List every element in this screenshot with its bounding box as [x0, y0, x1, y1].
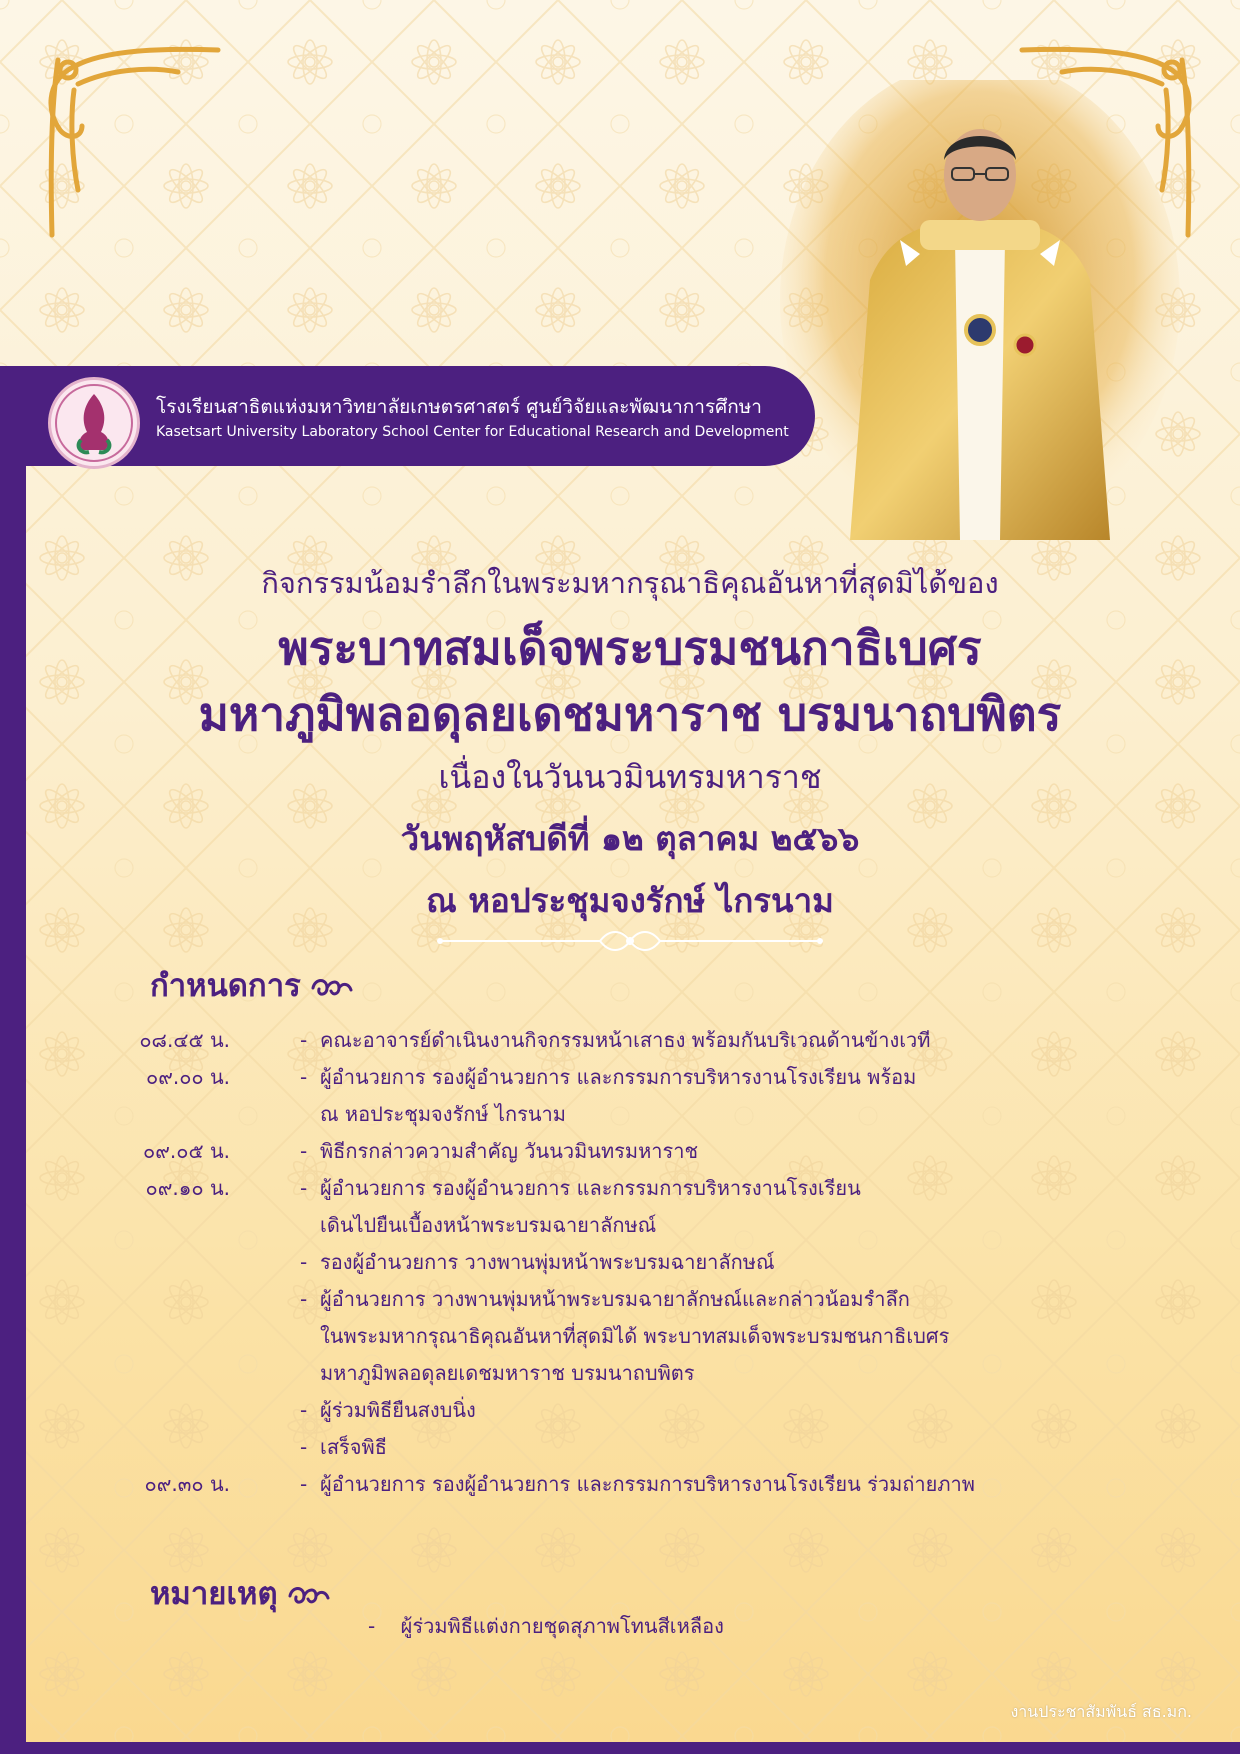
- schedule-dash: -: [300, 1065, 308, 1089]
- schedule-row: [120, 1466, 1120, 1503]
- left-purple-border: [0, 370, 26, 1754]
- school-name-english: Kasetsart University Laboratory School Center for Educational Research and Development: [156, 424, 789, 440]
- schedule-item: [300, 1059, 1120, 1096]
- schedule-description: คณะอาจารย์ดำเนินงานกิจกรรมหน้าเสาธง พร้อมกันบริเวณด้านข้างเวที: [320, 1028, 931, 1052]
- schedule-heading-label: กำหนดการ: [150, 968, 301, 1004]
- event-venue: ณ หอประชุมจงรักษ์ ไกรนาม: [426, 881, 834, 920]
- schedule-list: [120, 1022, 1120, 1503]
- schedule-dash: -: [300, 1398, 308, 1422]
- schedule-row-continuation: [120, 1207, 1120, 1244]
- schedule-item: [300, 1429, 1120, 1466]
- schedule-item: [300, 1466, 1120, 1503]
- schedule-row: [120, 1244, 1120, 1281]
- thai-swirl-icon: [286, 1578, 330, 1614]
- schedule-description: ผู้อำนวยการ รองผู้อำนวยการ และกรรมการบริหารงานโรงเรียน ร่วมถ่ายภาพ: [320, 1472, 975, 1496]
- schedule-row: [120, 1170, 1120, 1207]
- schedule-description: ผู้อำนวยการ รองผู้อำนวยการ และกรรมการบริหารงานโรงเรียน พร้อม: [320, 1065, 917, 1089]
- schedule-time: [120, 1429, 300, 1466]
- note-heading: [150, 1568, 330, 1618]
- note-item: [368, 1610, 724, 1642]
- schedule-item: [300, 1022, 1120, 1059]
- schedule-description: ณ หอประชุมจงรักษ์ ไกรนาม: [320, 1102, 566, 1126]
- gold-corner-ornament-left: [38, 40, 228, 240]
- schedule-row: [120, 1281, 1120, 1318]
- schedule-dash: -: [300, 1250, 308, 1274]
- ornamental-divider: [430, 926, 830, 956]
- schedule-time: ๐๙.๐๐ น.: [145, 1065, 230, 1089]
- schedule-time: [120, 1281, 300, 1318]
- schedule-description: เดินไปยืนเบื้องหน้าพระบรมฉายาลักษณ์: [320, 1213, 657, 1237]
- schedule-description: ผู้อำนวยการ วางพานพุ่มหน้าพระบรมฉายาลักษณ์และกล่าวน้อมรำลึก: [320, 1287, 910, 1311]
- footer-credit: งานประชาสัมพันธ์ สธ.มก.: [1010, 1702, 1192, 1721]
- note-heading-label: หมายเหตุ: [150, 1576, 278, 1612]
- title-main-line-1: พระบาทสมเด็จพระบรมชนกาธิเบศร: [278, 621, 982, 675]
- schedule-item: [300, 1244, 1120, 1281]
- schedule-row: [120, 1429, 1120, 1466]
- schedule-time: [120, 1392, 300, 1429]
- schedule-description: ผู้ร่วมพิธียืนสงบนิ่ง: [320, 1398, 476, 1422]
- schedule-time: [120, 1355, 300, 1392]
- schedule-dash: -: [300, 1028, 308, 1052]
- schedule-item: [300, 1281, 1120, 1318]
- royal-portrait-image: [780, 80, 1180, 540]
- school-logo: [48, 377, 140, 469]
- schedule-dash: -: [300, 1472, 308, 1496]
- schedule-row: [120, 1059, 1120, 1096]
- schedule-item: [300, 1170, 1120, 1207]
- schedule-description: ในพระมหากรุณาธิคุณอันหาที่สุดมิได้ พระบาทสมเด็จพระบรมชนกาธิเบศร: [320, 1324, 950, 1348]
- note-text: ผู้ร่วมพิธีแต่งกายชุดสุภาพโทนสีเหลือง: [400, 1614, 724, 1638]
- schedule-row-continuation: [120, 1096, 1120, 1133]
- schedule-item: [300, 1207, 1120, 1244]
- schedule-description: มหาภูมิพลอดุลยเดชมหาราช บรมนาถบพิตร: [320, 1361, 695, 1385]
- schedule-description: ผู้อำนวยการ รองผู้อำนวยการ และกรรมการบริหารงานโรงเรียน: [320, 1176, 861, 1200]
- schedule-dash: -: [300, 1176, 308, 1200]
- schedule-description: พิธีกรกล่าวความสำคัญ วันนวมินทรมหาราช: [320, 1139, 699, 1163]
- schedule-item: [300, 1096, 1120, 1133]
- schedule-dash: -: [300, 1139, 308, 1163]
- schedule-time: [120, 1318, 300, 1355]
- schedule-time: ๐๙.๐๕ น.: [143, 1139, 230, 1163]
- schedule-dash: -: [300, 1435, 308, 1459]
- school-name-thai: โรงเรียนสาธิตแห่งมหาวิทยาลัยเกษตรศาสตร์ ศูนย์วิจัยและพัฒนาการศึกษา: [156, 396, 762, 418]
- note-dash: -: [368, 1614, 376, 1638]
- schedule-time: [120, 1244, 300, 1281]
- schedule-dash: -: [300, 1287, 308, 1311]
- schedule-row: [120, 1022, 1120, 1059]
- schedule-description: รองผู้อำนวยการ วางพานพุ่มหน้าพระบรมฉายาลักษณ์: [320, 1250, 775, 1274]
- event-date: วันพฤหัสบดีที่ ๑๒ ตุลาคม ๒๕๖๖: [400, 819, 860, 858]
- schedule-time: [120, 1096, 300, 1133]
- schedule-row: [120, 1133, 1120, 1170]
- title-intro: กิจกรรมน้อมรำลึกในพระมหากรุณาธิคุณอันหาที่สุดมิได้ของ: [261, 566, 999, 600]
- schedule-row: [120, 1392, 1120, 1429]
- title-occasion: เนื่องในวันนวมินทรมหาราช: [438, 758, 822, 796]
- title-main-line-2: มหาภูมิพลอดุลยเดชมหาราช บรมนาถบพิตร: [198, 687, 1062, 741]
- schedule-row-continuation: [120, 1318, 1120, 1355]
- schedule-time: ๐๙.๓๐ น.: [144, 1472, 230, 1496]
- schedule-item: [300, 1133, 1120, 1170]
- schedule-time: ๐๘.๔๕ น.: [139, 1028, 230, 1052]
- schedule-time: ๐๙.๑๐ น.: [145, 1176, 230, 1200]
- thai-swirl-icon: [309, 970, 353, 1006]
- schedule-item: [300, 1392, 1120, 1429]
- schedule-heading: [150, 960, 353, 1010]
- schedule-description: เสร็จพิธี: [320, 1435, 387, 1459]
- schedule-item: [300, 1318, 1120, 1355]
- schedule-item: [300, 1355, 1120, 1392]
- schedule-time: [120, 1207, 300, 1244]
- bottom-purple-border: [0, 1742, 1240, 1754]
- schedule-row-continuation: [120, 1355, 1120, 1392]
